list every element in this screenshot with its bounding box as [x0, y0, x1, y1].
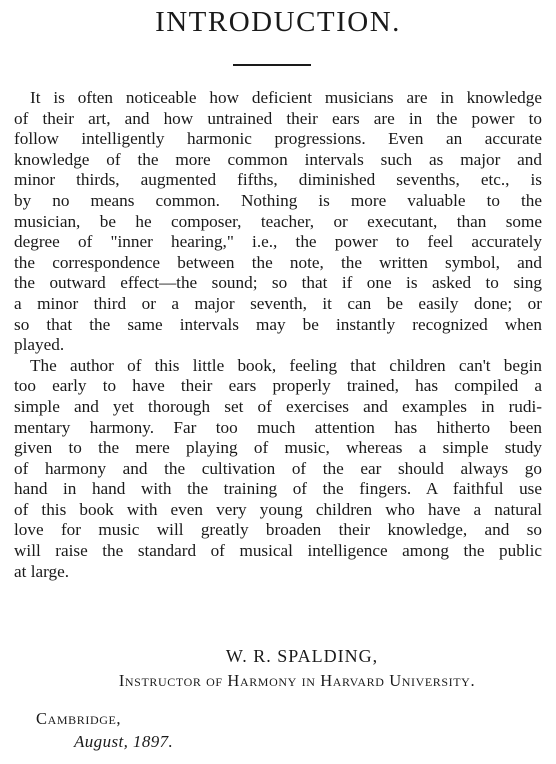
introduction-body — [14, 88, 542, 582]
text-line: minor thirds, augmented fifths, diminished sevenths, etc., is — [14, 170, 542, 190]
text-line: the outward effect—the sound; so that if one is asked to sing — [14, 273, 542, 293]
text-line: degree of "inner hearing," i.e., the power to feel accurately — [14, 232, 542, 252]
paragraph-2 — [14, 356, 542, 583]
text-line: by no means common. Nothing is more valuable to the — [14, 190, 542, 210]
text-line: the correspondence between the note, the written symbol, and — [14, 252, 542, 272]
text-line: knowledge of the more common intervals such as major and — [14, 149, 542, 169]
text-line: The author of this little book, feeling that children can't begin — [30, 355, 542, 375]
text-line: musician, be he composer, teacher, or executant, than some — [14, 211, 542, 231]
paragraph-1 — [14, 88, 542, 356]
text-line: love for music will greatly broaden their knowledge, and so — [14, 520, 542, 540]
text-line: simple and yet thorough set of exercises and examples in rudi- — [14, 396, 542, 416]
text-line: given to the mere playing of music, whereas a simple study — [14, 438, 542, 458]
text-line: of harmony and the cultivation of the ear should always go — [14, 458, 542, 478]
text-line: follow intelligently harmonic progressions. Even an accurate — [14, 129, 542, 149]
text-line: of this book with even very young children who have a natural — [14, 499, 542, 519]
author-signature: W. R. SPALDING, — [225, 646, 379, 666]
page-title: INTRODUCTION. — [155, 6, 401, 38]
text-line: played. — [14, 335, 65, 355]
text-line: a minor third or a major seventh, it can be easily done; or — [14, 293, 542, 313]
author-position: Instructor of Harmony in Harvard University. — [118, 671, 476, 690]
text-line: at large. — [14, 561, 70, 581]
text-line: so that the same intervals may be instantly recognized when — [14, 314, 542, 334]
date-line: August, 1897. — [74, 732, 174, 751]
place-line: Cambridge, — [36, 709, 122, 728]
text-line: too early to have their ears properly trained, has compiled a — [14, 376, 542, 396]
text-line: of their art, and how untrained their ears are in the power to — [14, 108, 542, 128]
text-line: It is often noticeable how deficient musicians are in knowledge — [30, 88, 542, 107]
text-line: mentary harmony. Far too much attention has hitherto been — [14, 417, 542, 437]
text-line: hand in hand with the training of the fingers. A faithful use — [14, 479, 542, 499]
title-divider — [233, 64, 311, 66]
text-line: will raise the standard of musical intelligence among the public — [14, 541, 542, 561]
